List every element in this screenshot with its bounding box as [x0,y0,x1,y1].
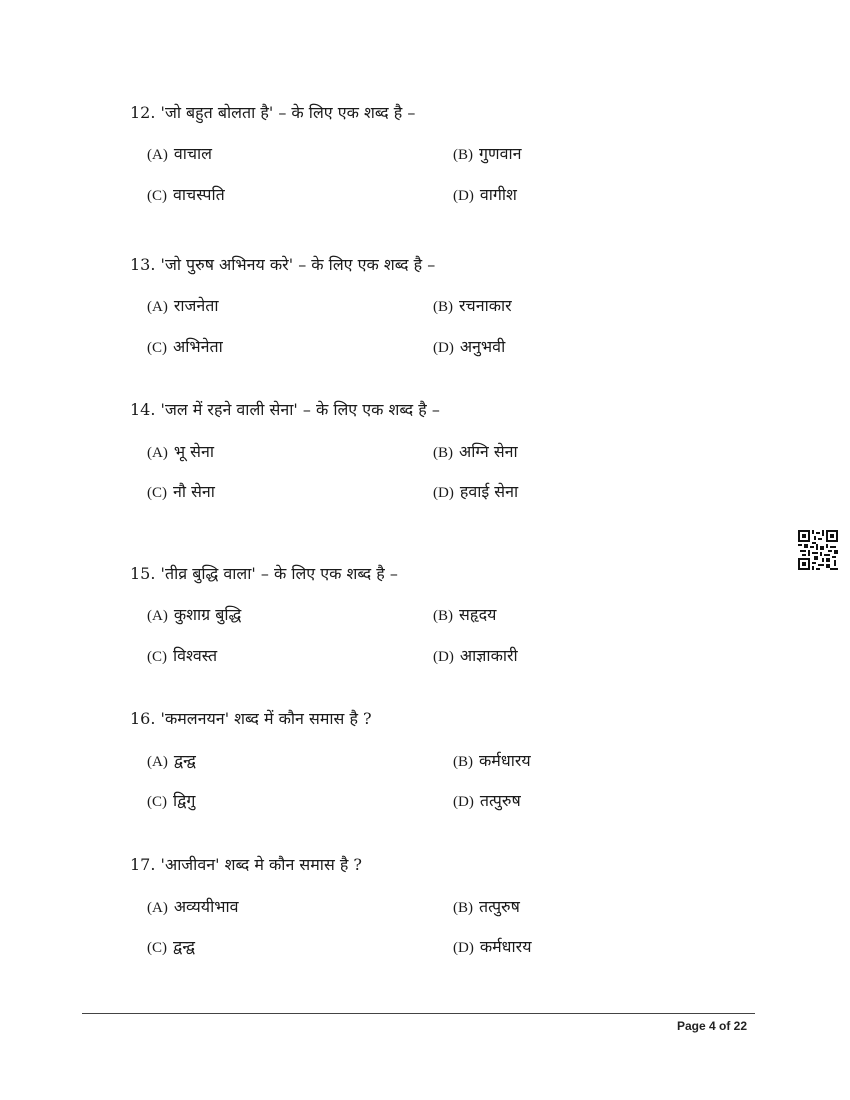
option-text: अभिनेता [173,337,223,356]
option-d [453,791,521,812]
option-text: आज्ञाकारी [459,646,518,665]
question-text [130,564,398,584]
option-c [147,791,195,812]
option-b [453,751,531,772]
option-text: तत्पुरुष [479,897,520,916]
question-prompt: 'तीव्र बुद्धि वाला' – के लिए एक शब्द है – [160,564,398,583]
question-text [130,709,372,729]
option-text: रचनाकार [459,296,512,315]
question-prompt: 'कमलनयन' शब्द में कौन समास है ? [160,709,372,728]
option-letter: (B) [433,299,453,315]
option-b [433,605,496,626]
option-c [147,482,215,503]
option-d [453,937,532,958]
option-letter: (C) [147,188,167,204]
option-letter: (A) [147,754,168,770]
option-letter: (D) [453,188,474,204]
option-text: कर्मधारय [479,751,531,770]
question-number: 14. [130,400,156,419]
option-d [453,185,517,206]
question-number: 17. [130,855,156,874]
page-number: Page 4 of 22 [676,1019,747,1033]
option-letter: (A) [147,608,168,624]
option-a [147,144,212,165]
option-text: वागीश [479,185,517,204]
question-text [130,255,435,275]
option-letter: (C) [147,649,167,665]
option-letter: (D) [433,485,454,501]
option-letter: (B) [453,147,473,163]
option-text: अनुभवी [459,337,506,356]
option-text: अग्नि सेना [459,442,518,461]
option-text: द्वन्द्व [173,751,196,770]
question-prompt: 'आजीवन' शब्द मे कौन समास है ? [160,855,363,874]
option-b [433,442,518,463]
option-text: विश्वस्त [173,646,218,665]
option-c [147,646,217,667]
option-d [433,337,505,358]
option-a [147,605,241,626]
question-prompt: 'जो पुरुष अभिनय करे' – के लिए एक शब्द है – [160,255,436,274]
question-number: 12. [130,103,156,122]
footer-divider [82,1013,755,1014]
option-letter: (C) [147,485,167,501]
option-text: भू सेना [173,442,215,461]
option-text: सहृदय [459,605,497,624]
option-letter: (A) [147,299,168,315]
option-b [433,296,512,317]
option-text: वाचाल [173,144,213,163]
option-letter: (D) [453,794,474,810]
option-letter: (D) [453,940,474,956]
question-text [130,400,440,420]
option-letter: (D) [433,340,454,356]
option-text: द्विगु [173,791,196,810]
option-text: हवाई सेना [459,482,519,501]
option-text: राजनेता [173,296,219,315]
option-d [433,482,518,503]
option-text: कुशाग्र बुद्धि [173,605,242,624]
option-text: अव्ययीभाव [173,897,239,916]
option-letter: (A) [147,445,168,461]
option-text: द्वन्द्व [173,937,195,956]
question-number: 16. [130,709,156,728]
option-c [147,185,225,206]
option-letter: (B) [453,754,473,770]
option-letter: (D) [433,649,454,665]
option-d [433,646,518,667]
question-prompt: 'जो बहुत बोलता है' – के लिए एक शब्द है – [160,103,416,122]
option-c [147,337,223,358]
question-number: 15. [130,564,156,583]
question-text [130,103,415,123]
option-c [147,937,195,958]
option-letter: (C) [147,940,167,956]
option-letter: (A) [147,147,168,163]
option-text: कर्मधारय [479,937,532,956]
option-letter: (B) [453,900,473,916]
question-prompt: 'जल में रहने वाली सेना' – के लिए एक शब्द है – [160,400,440,419]
option-letter: (C) [147,794,167,810]
qr-code-icon [798,530,838,570]
option-text: गुणवान [479,144,522,163]
option-a [147,751,196,772]
option-letter: (B) [433,608,453,624]
option-b [453,897,520,918]
option-letter: (B) [433,445,453,461]
option-a [147,442,214,463]
option-a [147,296,219,317]
option-letter: (C) [147,340,167,356]
option-text: वाचस्पति [173,185,225,204]
option-text: नौ सेना [173,482,215,501]
option-text: तत्पुरुष [479,791,521,810]
option-b [453,144,522,165]
question-number: 13. [130,255,156,274]
option-a [147,897,239,918]
option-letter: (A) [147,900,168,916]
question-text [130,855,362,875]
